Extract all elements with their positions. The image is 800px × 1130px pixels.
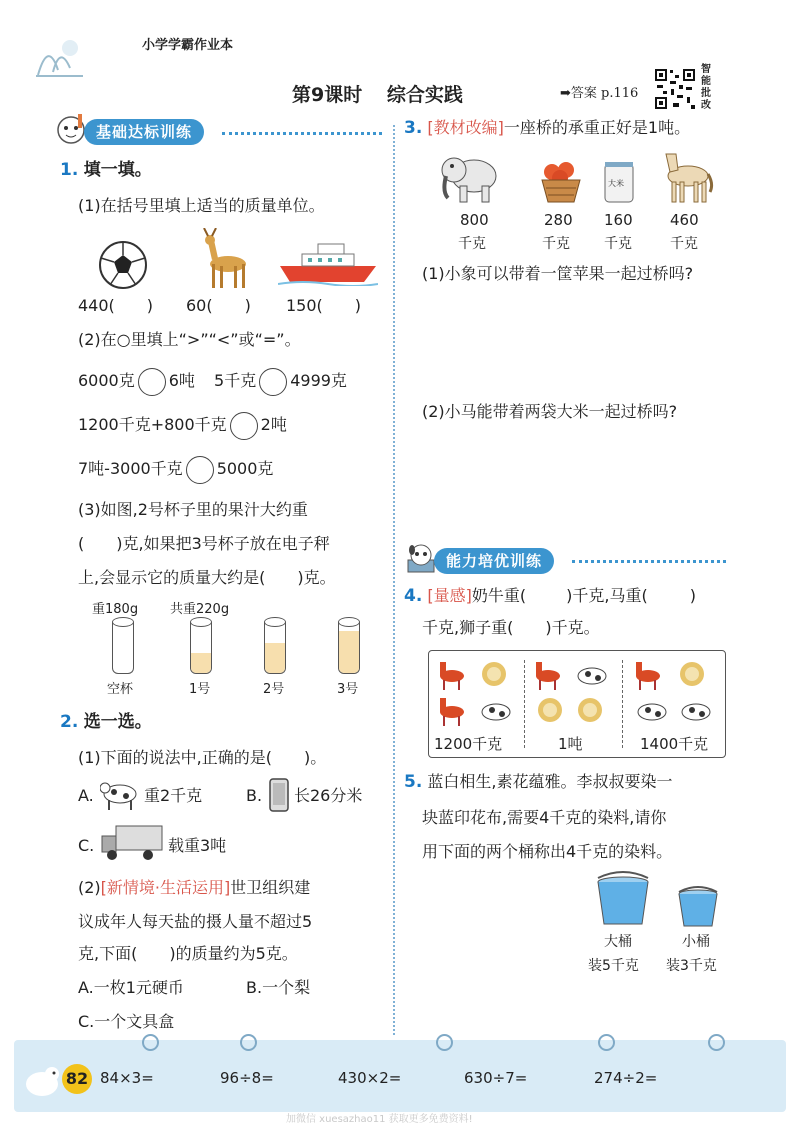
mental-math-2: 96÷8= xyxy=(220,1069,274,1087)
cup-3 xyxy=(338,622,360,674)
compare-circle[interactable] xyxy=(230,412,258,440)
context-tag: [教材改编] xyxy=(427,118,504,137)
scale-total-3: 1400千克 xyxy=(640,735,709,753)
question-5-line1: 5. 蓝白相生,素花蕴雅。李叔叔要染一 xyxy=(404,772,673,792)
q2-option-b[interactable]: B. xyxy=(246,786,263,805)
lesson-heading xyxy=(292,80,463,107)
context-tag: [量感] xyxy=(427,586,472,605)
small-bucket-label: 小桶 xyxy=(682,934,710,950)
q2-option-c-text: 载重3吨 xyxy=(168,836,227,855)
elephant-icon xyxy=(440,148,502,204)
binder-ring-icon xyxy=(708,1034,725,1051)
book-title: 小学学霸作业本 xyxy=(142,38,234,53)
section-title-basic: 基础达标训练 xyxy=(84,119,204,145)
cup-2 xyxy=(264,622,286,674)
section-divider xyxy=(572,560,726,563)
lion-icon xyxy=(538,698,562,722)
qr-caption: 智 能 批 改 xyxy=(701,64,711,111)
unit-label: 千克 xyxy=(542,236,570,252)
mental-math-5: 274÷2= xyxy=(594,1069,658,1087)
q2-part2-option-b[interactable]: B.一个梨 xyxy=(246,978,311,997)
cow-icon xyxy=(578,668,606,684)
weight-apples: 280 xyxy=(544,211,573,229)
horse-icon xyxy=(536,662,560,690)
section-title-advanced: 能力培优训练 xyxy=(434,548,554,574)
cow-icon xyxy=(682,704,710,720)
question-3-title: 3. [教材改编]一座桥的承重正好是1吨。 xyxy=(404,118,691,138)
question-1-title: 1. 填一填。 xyxy=(60,160,152,180)
q2-part2-line3: 克,下面( )的质量约为5克。 xyxy=(78,944,298,963)
question-number: 1. xyxy=(60,160,79,180)
deer-icon xyxy=(198,228,254,292)
big-bucket-icon xyxy=(594,870,652,928)
q2-option-c[interactable]: C. xyxy=(78,836,95,855)
cup-label: 2号 xyxy=(263,682,285,697)
box-divider xyxy=(524,660,525,748)
small-bucket-icon xyxy=(676,884,720,928)
truck-icon xyxy=(100,822,164,862)
mental-math-3: 430×2= xyxy=(338,1069,402,1087)
apple-basket-icon xyxy=(538,158,584,204)
lesson-number: 第9课时 xyxy=(292,84,363,106)
binder-ring-icon xyxy=(142,1034,159,1051)
ship-icon xyxy=(278,238,378,286)
scale-total-1: 1200千克 xyxy=(434,735,503,753)
section-divider xyxy=(222,132,382,135)
question-4-line1: 4. [量感]奶牛重( )千克,马重( ) xyxy=(404,586,696,606)
cup-weight-label: 共重220g xyxy=(170,602,230,617)
binder-ring-icon xyxy=(240,1034,257,1051)
unit-label: 千克 xyxy=(458,236,486,252)
mental-math-4: 630÷7= xyxy=(464,1069,528,1087)
q2-part2-option-a[interactable]: A.一枚1元硬币 xyxy=(78,978,184,997)
page-number-badge xyxy=(62,1064,92,1094)
q2-part2-option-c[interactable]: C.一个文具盒 xyxy=(78,1012,175,1031)
lion-icon xyxy=(482,662,506,686)
mental-math-1: 84×3= xyxy=(100,1069,154,1087)
lion-icon xyxy=(578,698,602,722)
watermark: 加微信 xuesazhao11 获取更多免费资料! xyxy=(286,1114,473,1125)
context-tag: [新情境·生活运用] xyxy=(100,878,231,897)
q3-part1: (1)小象可以带着一筐苹果一起过桥吗? xyxy=(422,264,694,283)
horse-icon xyxy=(440,698,464,726)
qr-code-icon[interactable] xyxy=(653,67,697,111)
q2-part2-line1: (2)[新情境·生活运用]世卫组织建 xyxy=(78,878,311,897)
question-5-line2: 块蓝印花布,需要4千克的染料,请你 xyxy=(422,808,667,827)
binder-ring-icon xyxy=(598,1034,615,1051)
section-mascot-icon xyxy=(54,112,88,146)
bird-decoration-icon xyxy=(22,1060,62,1100)
q1-part2: (2)在○里填上“>”“<”或“=”。 xyxy=(78,330,301,349)
cup-1 xyxy=(190,622,212,674)
horse-icon xyxy=(636,662,660,690)
q2-option-a[interactable]: A. xyxy=(78,786,94,805)
question-number: 3. xyxy=(404,118,423,138)
cow-icon xyxy=(100,778,140,812)
horse-icon xyxy=(440,662,464,690)
lion-icon xyxy=(680,662,704,686)
cup-label: 1号 xyxy=(189,682,211,697)
horse-icon xyxy=(660,148,714,204)
question-4-line2: 千克,狮子重( )千克。 xyxy=(422,618,600,637)
q1-part3-line3: 上,会显示它的质量大约是( )克。 xyxy=(78,568,336,587)
answer-reference: ➡答案 p.116 xyxy=(560,86,639,101)
small-bucket-capacity: 装3千克 xyxy=(666,958,717,974)
scale-total-2: 1吨 xyxy=(558,735,583,753)
compare-row-1: 6000克 6吨 5千克 4999克 xyxy=(78,366,347,396)
lesson-title: 综合实践 xyxy=(386,84,463,106)
animal-group-2 xyxy=(530,656,616,730)
compare-circle[interactable] xyxy=(186,456,214,484)
big-bucket-capacity: 装5千克 xyxy=(588,958,639,974)
q2-option-a-text: 重2千克 xyxy=(144,786,203,805)
q1-blank-2[interactable]: 60( ) xyxy=(186,296,251,315)
question-number: 4. xyxy=(404,586,423,606)
phone-icon xyxy=(268,778,290,812)
question-number: 2. xyxy=(60,712,79,732)
q2-part2-line2: 议成年人每天盐的摄人量不超过5 xyxy=(78,912,313,931)
big-bucket-label: 大桶 xyxy=(604,934,632,950)
section-mascot-icon xyxy=(404,542,438,576)
q1-blank-1[interactable]: 440( ) xyxy=(78,296,154,315)
weight-elephant: 800 xyxy=(460,211,489,229)
q1-blank-3[interactable]: 150( ) xyxy=(286,296,362,315)
cow-icon xyxy=(482,704,510,720)
animal-group-1 xyxy=(434,656,520,730)
compare-row-3: 7吨-3000千克 5000克 xyxy=(78,454,273,484)
compare-circle[interactable] xyxy=(138,368,166,396)
soccer-ball-icon xyxy=(98,240,148,290)
animal-group-3 xyxy=(630,656,720,730)
q1-part1: (1)在括号里填上适当的质量单位。 xyxy=(78,196,325,215)
page-number: 82 xyxy=(65,1069,89,1088)
cup-weight-label: 重180g xyxy=(92,602,139,617)
cow-icon xyxy=(638,704,666,720)
compare-circle[interactable] xyxy=(259,368,287,396)
empty-cup xyxy=(112,622,134,674)
cup-label: 3号 xyxy=(337,682,359,697)
question-number: 5. xyxy=(404,772,423,792)
weight-horse: 460 xyxy=(670,211,699,229)
rice-label: 大米 xyxy=(608,179,624,188)
question-2-title: 2. 选一选。 xyxy=(60,712,152,732)
binder-ring-icon xyxy=(436,1034,453,1051)
weight-rice: 160 xyxy=(604,211,633,229)
unit-label: 千克 xyxy=(604,236,632,252)
unit-label: 千克 xyxy=(670,236,698,252)
rice-bag-icon xyxy=(602,160,636,204)
q2-part1: (1)下面的说法中,正确的是( )。 xyxy=(78,748,327,767)
compare-row-2: 1200千克+800千克 2吨 xyxy=(78,410,287,440)
question-5-line3: 用下面的两个桶称出4千克的染料。 xyxy=(422,842,673,861)
cup-label: 空杯 xyxy=(107,682,134,697)
q3-part2: (2)小马能带着两袋大米一起过桥吗? xyxy=(422,402,678,421)
q1-part3-line1: (3)如图,2号杯子里的果汁大约重 xyxy=(78,500,308,519)
column-divider xyxy=(393,125,395,1035)
q2-option-b-text: 长26分米 xyxy=(294,786,363,805)
q1-part3-line2: ( )克,如果把3号杯子放在电子秤 xyxy=(78,534,330,553)
corner-decoration-icon xyxy=(28,30,88,80)
box-divider xyxy=(622,660,623,748)
